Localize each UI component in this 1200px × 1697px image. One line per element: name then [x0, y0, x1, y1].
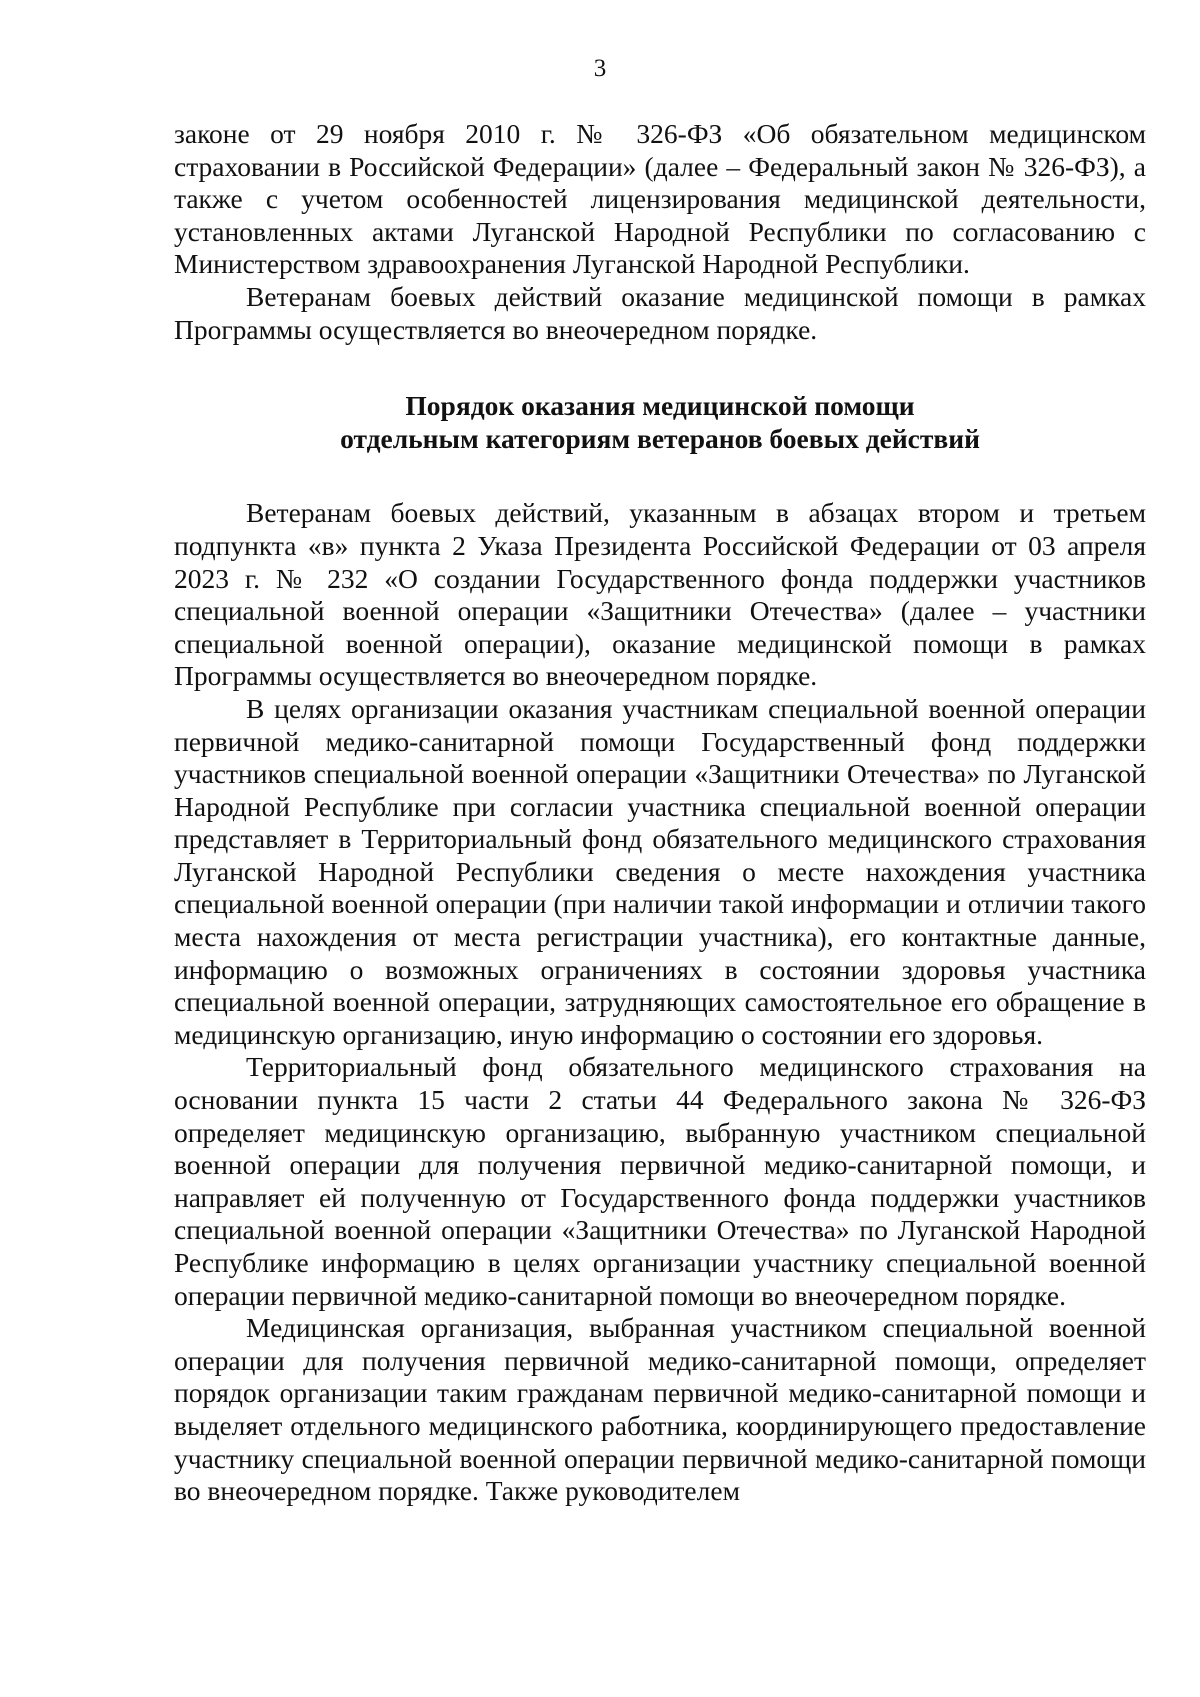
page-number: 3: [593, 55, 607, 82]
document-body: [174, 118, 1146, 1508]
paragraph-svo-participants: Ветеранам боевых действий, указанным в абзацах втором и третьем подпункта «в» пункта 2 Указа Президента Российской Федерации от 03 апреля 2023 г. № 232 «О создании Государственного фонда поддержки участников специальной военной операции «Защитники Отечества» (далее – участники специальной военной операции), оказание медицинской помощи в рамках Программы осуществляется во внеочередном порядке.: [174, 497, 1146, 692]
section-heading-line-1: Порядок оказания медицинской помощи: [405, 390, 915, 422]
paragraph-veterans-priority: Ветеранам боевых действий оказание медицинской помощи в рамках Программы осуществляется во внеочередном порядке.: [174, 280, 1146, 345]
paragraph-medical-organization: Медицинская организация, выбранная участником специальной военной операции для получения первичной медико-санитарной помощи, определяет порядок организации таким гражданам первичной медико-санитарной помощи и выделяет отдельного медицинского работника, координирующего предоставление участнику специальной военной операции первичной медико-санитарной помощи во внеочередном порядке. Также руководителем: [174, 1312, 1146, 1507]
section-heading: [174, 390, 1146, 455]
paragraph-tfoms-procedure: Территориальный фонд обязательного медицинского страхования на основании пункта 15 части 2 статьи 44 Федерального закона № 326-ФЗ определяет медицинскую организацию, выбранную участником специальной военной операции для получения первичной медико-санитарной помощи, и направляет ей полученную от Государственного фонда поддержки участников специальной военной операции «Защитники Отечества» по Луганской Народной Республике информацию в целях организации участнику специальной военной операции первичной медико-санитарной помощи во внеочередном порядке.: [174, 1051, 1146, 1311]
paragraph-fund-information: В целях организации оказания участникам специальной военной операции первичной медико-санитарной помощи Государственный фонд поддержки участников специальной военной операции «Защитники Отечества» по Луганской Народной Республике при согласии участника специальной военной операции представляет в Территориальный фонд обязательного медицинского страхования Луганской Народной Республики сведения о месте нахождения участника специальной военной операции (при наличии такой информации и отличии такого места нахождения от места регистрации участника), его контактные данные, информацию о возможных ограничениях в состоянии здоровья участника специальной военной операции, затрудняющих самостоятельное его обращение в медицинскую организацию, иную информацию о состоянии его здоровья.: [174, 692, 1146, 1050]
paragraph-continued: законе от 29 ноября 2010 г. № 326-ФЗ «Об обязательном медицинском страховании в Российской Федерации» (далее – Федеральный закон № 326-ФЗ), а также с учетом особенностей лицензирования медицинской деятельности, установленных актами Луганской Народной Республики по согласованию с Министерством здравоохранения Луганской Народной Республики.: [174, 118, 1146, 280]
section-heading-line-2: отдельным категориям ветеранов боевых действий: [340, 422, 980, 454]
